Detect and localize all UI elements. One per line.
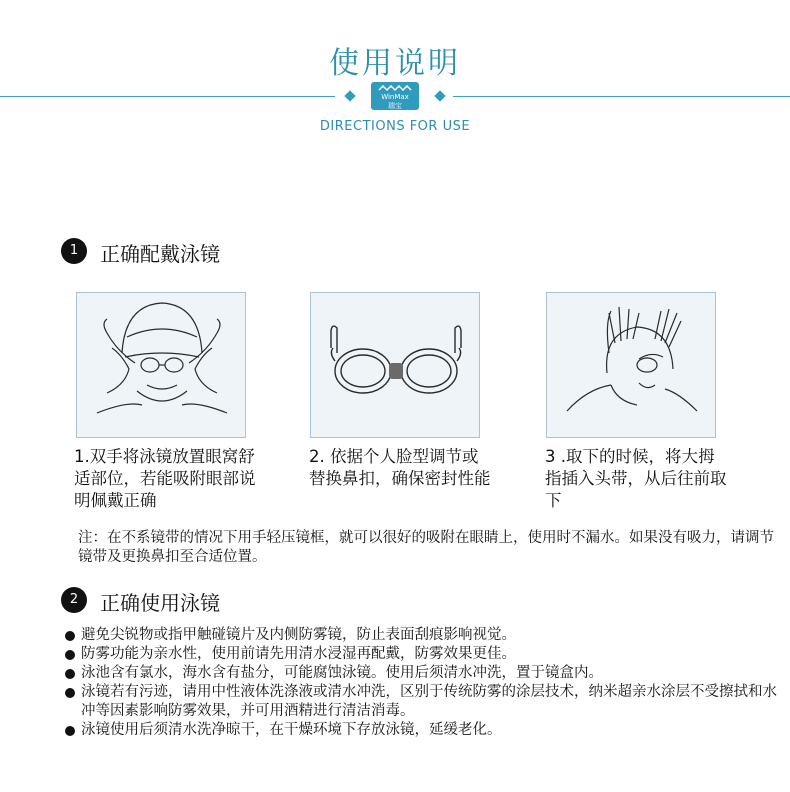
section-title: 正确配戴泳镜: [100, 242, 220, 266]
removing-goggles-icon: [547, 293, 717, 439]
wearing-goggles-icon: [77, 293, 247, 439]
page-title: 使用说明: [329, 46, 461, 81]
list-item-text: 泳镜使用后须清水洗净晾干，在干燥环境下存放泳镜，延缓老化。: [81, 722, 502, 738]
page-subtitle: DIRECTIONS FOR USE: [319, 119, 471, 134]
goggles-front-icon: [311, 293, 481, 439]
section-title: 正确使用泳镜: [100, 591, 220, 615]
section-number-badge: 1: [61, 238, 87, 264]
list-item: [64, 664, 784, 683]
list-item: [64, 626, 784, 645]
nose-bridge-shape: [389, 363, 403, 379]
step-illustration-wearing: [76, 292, 246, 438]
list-item-text: 泳镜若有污迹，请用中性液体洗涤液或清水冲洗，区别于传统防雾的涂层技术，纳米超亲水涂层不受擦拭和水冲等因素影响防雾效果，并可用酒精进行清洁消毒。: [81, 684, 777, 719]
care-instructions-list: [64, 626, 784, 740]
list-item-text: 泳池含有氯水，海水含有盐分，可能腐蚀泳镜。使用后须清水冲洗，置于镜盒内。: [81, 665, 603, 681]
step-caption-1: 1.双手将泳镜放置眼窝舒适部位，若能吸附眼部说明佩戴正确: [74, 447, 256, 510]
brand-logo: [371, 82, 419, 110]
logo-text-bottom: 瑞宝: [388, 102, 402, 110]
bullet-icon: [65, 688, 75, 698]
logo-text: [371, 82, 419, 110]
step-caption-2: 2. 依据个人脸型调节或替换鼻扣，确保密封性能: [309, 447, 491, 488]
header-divider-right: [453, 96, 790, 97]
section-number-badge: 2: [61, 587, 87, 613]
list-item-text: 避免尖锐物或指甲触碰镜片及内侧防雾镜，防止表面刮痕影响视觉。: [81, 627, 516, 643]
step-caption-3: 3 .取下的时候，将大拇指插入头带，从后往前取下: [545, 447, 727, 510]
step-illustration-removing: [546, 292, 716, 438]
step-illustration-goggles: [310, 292, 480, 438]
bullet-icon: [65, 631, 75, 641]
diamond-left-icon: [344, 90, 355, 101]
bullet-icon: [65, 669, 75, 679]
header-divider-left: [0, 96, 335, 97]
list-item: [64, 683, 784, 721]
bullet-icon: [65, 650, 75, 660]
list-item: [64, 645, 784, 664]
list-item-text: 防雾功能为亲水性，使用前请先用清水浸湿再配戴，防雾效果更佳。: [81, 646, 516, 662]
diamond-right-icon: [434, 90, 445, 101]
list-item: [64, 721, 784, 740]
logo-text-top: WinMax: [381, 93, 409, 101]
usage-note: 注：在不系镜带的情况下用手轻压镜框，就可以很好的吸附在眼睛上，使用时不漏水。如果没有吸力，请调节镜带及更换鼻扣至合适位置。: [78, 530, 774, 565]
bullet-icon: [65, 726, 75, 736]
